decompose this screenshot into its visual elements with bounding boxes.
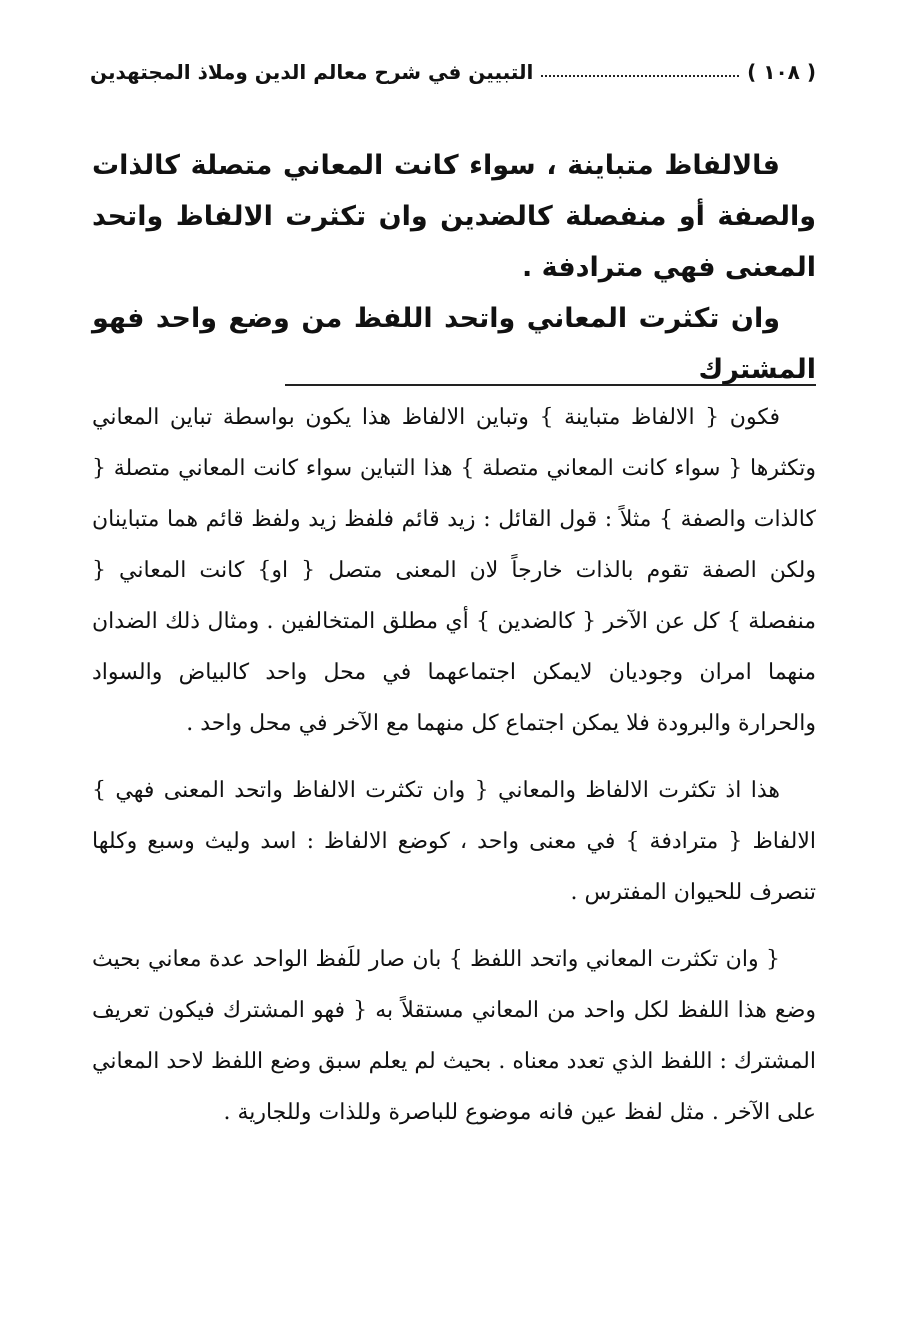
commentary-paragraph: هذا اذ تكثرت الالفاظ والمعاني { وان تكثرت الالفاظ واتحد المعنى فهي } الالفاظ { مترادفة } في معنى واحد ، كوضع الالفاظ : اسد وليث وسبع وكلها تنصرف للحيوان المفترس . xyxy=(92,778,816,905)
section-divider xyxy=(285,384,816,386)
commentary-text xyxy=(92,392,816,1154)
page-number: ( ١٠٨ ) xyxy=(747,60,816,84)
matn-text xyxy=(92,140,816,395)
commentary-paragraph: فكون { الالفاظ متباينة } وتباين الالفاظ هذا يكون بواسطة تباين المعاني وتكثرها { سواء كانت المعاني متصلة } هذا التباين سواء كانت المعاني متصلة { كالذات والصفة } مثلاً : قول القائل : زيد قائم فلفظ زيد ولفظ قائم هما متباينان ولكن الصفة تقوم بالذات خارجاً لان المعنى متصل { او} كانت المعاني { منفصلة } كل عن الآخر { كالضدين } أي مطلق المتخالفين . ومثال ذلك الضدان منهما امران وجوديان لايمكن اجتماعهما في محل واحد كالبياض والسواد والحرارة والبرودة فلا يمكن اجتماع كل منهما مع الآخر في محل واحد . xyxy=(92,405,816,736)
book-title: التبيين في شرح معالم الدين وملاذ المجتهدين xyxy=(90,60,534,84)
commentary-paragraph: { وان تكثرت المعاني واتحد اللفظ } بان صار للَفظ الواحد عدة معاني بحيث وضع هذا اللفظ لكل واحد من المعاني مستقلاً به { فهو المشترك فيكون تعريف المشترك : اللفظ الذي تعدد معناه . بحيث لم يعلم سبق وضع اللفظ لاحد المعاني على الآخر . مثل لفظ عين فانه موضوع للباصرة وللذات وللجارية . xyxy=(92,947,816,1125)
header-dot-leader xyxy=(541,75,739,77)
matn-paragraph: فالالفاظ متباينة ، سواء كانت المعاني متصلة كالذات والصفة أو منفصلة كالضدين وان تكثرت الالفاظ واتحد المعنى فهي مترادفة . xyxy=(92,150,816,283)
matn-paragraph: وان تكثرت المعاني واتحد اللفظ من وضع واحد فهو المشترك xyxy=(92,303,816,385)
running-header xyxy=(90,52,816,92)
